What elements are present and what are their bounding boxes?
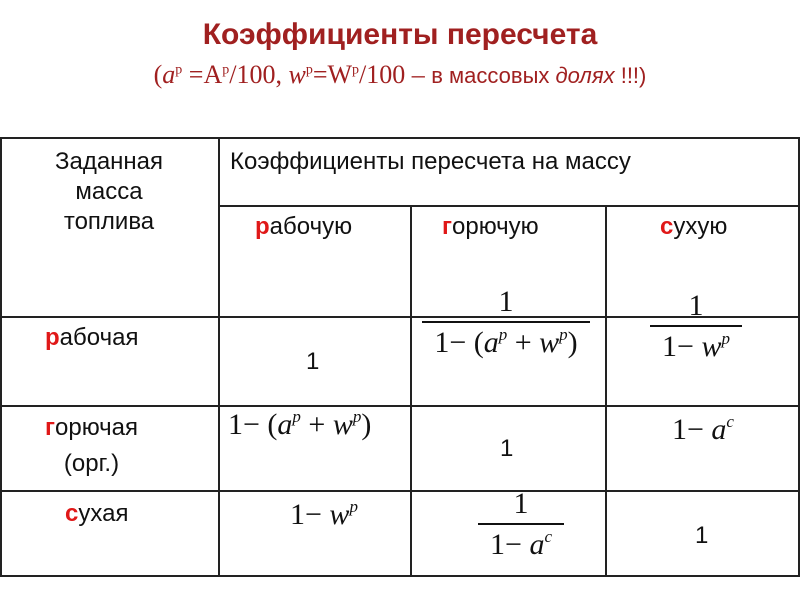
header-given-mass: Заданная масса топлива xyxy=(54,148,164,235)
row-header-dry: сухая xyxy=(65,500,129,527)
column-header-working: рабочую xyxy=(255,213,353,240)
formula-working-to-dry: 1 $1- w^p$ xyxy=(650,289,742,364)
value-working-to-working: 1 xyxy=(306,348,320,375)
formula-dry-to-working: $1- w^p$ xyxy=(290,497,358,531)
formula-combustible-to-working: $1- (a^p + w^p)$ xyxy=(228,407,372,441)
table-border-top xyxy=(0,137,800,139)
table-subheader-line xyxy=(219,205,800,207)
conversion-table xyxy=(0,137,800,577)
table-row-line-3 xyxy=(0,490,800,492)
table-col-line-3 xyxy=(605,205,607,577)
row-header-combustible: горючая (орг.) xyxy=(45,414,139,477)
value-dry-to-dry: 1 xyxy=(695,522,709,549)
formula-combustible-to-dry: $1- a^c$ xyxy=(672,412,734,446)
formula-working-to-combustible: 1 $1- (a^p + w^p)$ xyxy=(422,285,590,360)
table-col-line-2 xyxy=(410,205,412,577)
column-header-dry: сухую xyxy=(660,213,728,240)
table-border-bottom xyxy=(0,575,800,577)
column-header-combustible: горючую xyxy=(442,213,539,240)
row-header-working: рабочая xyxy=(45,324,139,351)
table-col-line-1 xyxy=(218,137,220,577)
table-row-line-2 xyxy=(0,405,800,407)
value-combustible-to-combustible: 1 xyxy=(500,435,514,462)
formula-dry-to-combustible: 1 $1- a^c$ xyxy=(478,487,564,562)
subtitle: ($a^p =A^p/100$, $w^p=W^p/100 - в$ массовых долях !!!) xyxy=(153,60,647,89)
page-title: Коэффициенты пересчета xyxy=(202,18,598,51)
header-coefficients: Коэффициенты пересчета на массу xyxy=(230,148,631,175)
